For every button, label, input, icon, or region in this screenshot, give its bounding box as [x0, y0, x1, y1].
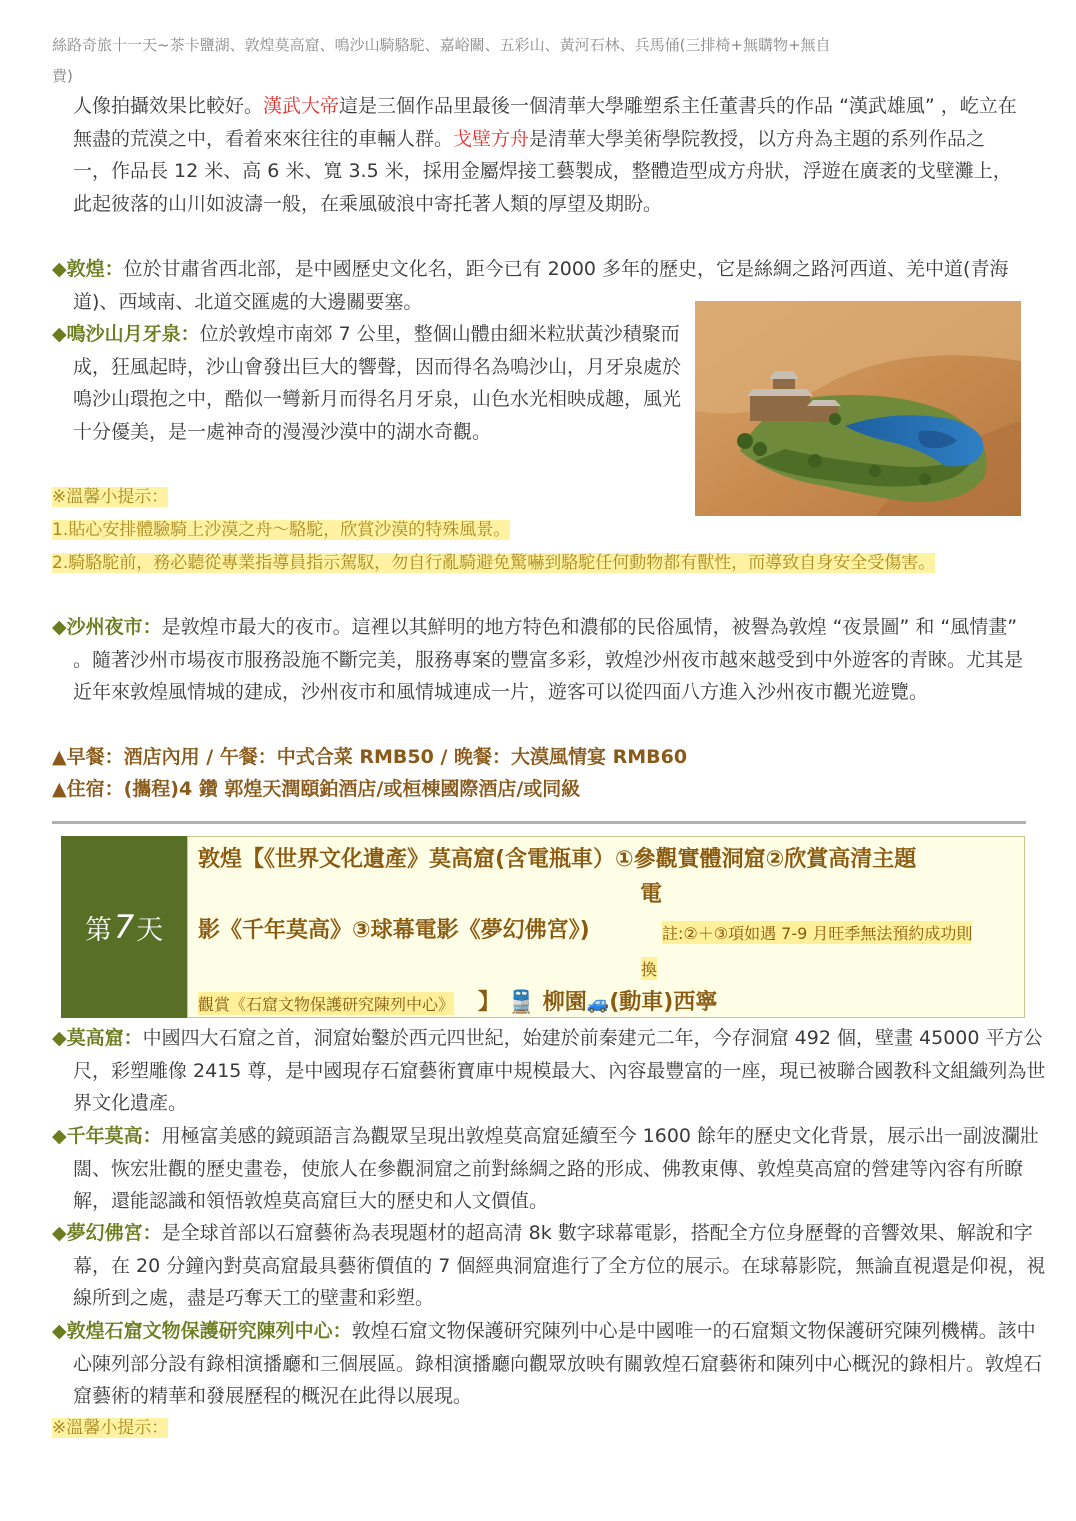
tip-2: 2.騎駱駝前，務必聽從專業指導員指示駕馭，勿自行亂騎避免驚嚇到駱駝任何動物都有獸性，而導致自身安全受傷害。	[52, 553, 936, 573]
intro-text-2: 這是三個作品里最後一個清華大學雕塑系主任董書兵的作品 “漢武雄風” ，屹立在無盡的荒漠之中，看着來來往往的車輛人群。	[73, 95, 1017, 150]
baohu-text: 敦煌石窟文物保護研究陳列中心是中國唯一的石窟類文物保護研究陳列機構。該中心陳列部分設有錄相演播廳和三個展區。錄相演播廳向觀眾放映有關敦煌石窟藝術和陳列中心概況的錄相片。敦煌石窟藝術的精華和發展歷程的概況在此得以展現。	[73, 1320, 1043, 1407]
menghuan-term: ◆夢幻佛宮：	[52, 1222, 162, 1244]
qiannian-text: 用極富美感的鏡頭語言為觀眾呈現出敦煌莫高窟延續至今 1600 餘年的歷史文化背景，展示出一副波瀾壯闊、恢宏壯觀的歷史畫卷，使旅人在參觀洞窟之前對絲綢之路的形成、佛教東傳、敦煌莫高窟的營建等內容有所瞭解，還能認識和領悟敦煌莫高窟巨大的歷史和人文價值。	[73, 1125, 1040, 1212]
qiannian-term: ◆千年莫高：	[52, 1125, 162, 1147]
shazhou-paragraph	[52, 611, 1025, 709]
intro-text-3: 是清華大學美術學院教授，以方舟為主題的系列作品之一，作品長 12 米、高 6 米、寬 3.5 米，採用金屬焊接工藝製成，整體造型成方舟狀，浮遊在廣袤的戈壁灘上，此起彼落的山川如波濤一般，在乘風破浪中寄托著人類的厚望及期盼。	[73, 127, 1012, 215]
crescent-lake-photo	[695, 301, 1021, 516]
itinerary-note-1b: 換	[641, 957, 657, 980]
menghuan-paragraph	[52, 1217, 1047, 1315]
itinerary-line-1: 敦煌【《世界文化遺產》莫高窟(含電瓶車）①參觀實體洞窟②欣賞高清主題	[198, 847, 917, 872]
mogao-term: ◆莫高窟：	[52, 1027, 143, 1049]
day-label: 第 7 天	[61, 836, 187, 1018]
train-icon: 🚆	[507, 990, 536, 1015]
tip-1: 1.貼心安排體驗騎上沙漠之舟～駱駝，欣賞沙漠的特殊風景。	[52, 520, 511, 540]
mingsha-text: 位於敦煌市南郊 7 公里，整個山體由細米粒狀黃沙積聚而成，狂風起時，沙山會發出巨大的響聲，因而得名為鳴沙山，月牙泉處於鳴沙山環抱之中，酷似一彎新月而得名月牙泉，山色水光相映成趣，風光十分優美，是一處神奇的漫漫沙漠中的湖水奇觀。	[73, 323, 682, 443]
section-divider	[52, 821, 1026, 824]
itinerary-line-3: 】 🚆 柳園🚙(動車)西寧	[478, 990, 718, 1015]
baohu-term: ◆敦煌石窟文物保護研究陳列中心：	[52, 1320, 352, 1342]
mogao-paragraph	[52, 1022, 1047, 1120]
highlight-gobi-ark: 戈壁方舟	[453, 127, 530, 150]
dunhuang-text: 位於甘肅省西北部，是中國歷史文化名，距今已有 2000 多年的歷史，它是絲綢之路河西道、羌中道(青海道)、西域南、北道交匯處的大邊關要塞。	[73, 258, 1009, 313]
intro-paragraph	[73, 90, 1023, 220]
itinerary-line-2: 影《千年莫高》③球幕電影《夢幻佛宮》)	[198, 918, 590, 943]
tips-1-title: ※溫馨小提示：	[52, 487, 169, 507]
dunhuang-term: ◆敦煌：	[52, 258, 124, 280]
itinerary-note-1: 註:②＋③項如遇 7-9 月旺季無法預約成功則	[662, 921, 972, 944]
header-line-2: 費)	[52, 67, 73, 85]
shazhou-text: 是敦煌市最大的夜市。這裡以其鮮明的地方特色和濃郁的民俗風情，被譽為敦煌 “夜景圖” 和 “風情畫” 。隨著沙州市場夜市服務設施不斷完美，服務專案的豐富多彩，敦煌沙州夜市越來越受到中外遊客的青睞。尤其是近年來敦煌風情城的建成，沙州夜市和風情城連成一片，遊客可以從四面八方進入沙州夜市觀光遊覽。	[73, 616, 1024, 703]
itinerary-note-2: 觀賞《石窟文物保護研究陳列中心》	[198, 992, 454, 1015]
car-icon: 🚙	[586, 993, 610, 1014]
day-itinerary-box	[187, 836, 1025, 1018]
day-number: 7	[113, 908, 135, 946]
menghuan-text: 是全球首部以石窟藝術為表現題材的超高清 8k 數字球幕電影，搭配全方位身歷聲的音響效果、解說和字幕，在 20 分鐘內對莫高窟最具藝術價值的 7 個經典洞窟進行了全方位的展示。在球幕影院，無論直視還是仰視，視線所到之處，盡是巧奪天工的壁畫和彩塑。	[73, 1222, 1046, 1309]
highlight-hanwu: 漢武大帝	[263, 95, 340, 117]
itinerary-line-1b: 電	[640, 882, 663, 907]
baohu-paragraph	[52, 1315, 1047, 1413]
document-header	[52, 30, 1012, 92]
shazhou-term: ◆沙州夜市：	[52, 616, 162, 638]
qiannian-paragraph	[52, 1120, 1047, 1218]
intro-text-1: 人像拍攝效果比較好。	[73, 95, 264, 117]
meals-line: ▲早餐：酒店內用 / 午餐：中式合菜 RMB50 / 晚餐：大漠風情宴 RMB60	[52, 746, 688, 768]
mogao-text: 中國四大石窟之首，洞窟始鑿於西元四世紀，始建於前秦建元二年，今存洞窟 492 個，壁畫 45000 平方公尺，彩塑雕像 2415 尊，是中國現存石窟藝術寶庫中規模最大、內容最豐富的一座，現已被聯合國教科文組織列為世界文化遺產。	[73, 1027, 1046, 1114]
mingsha-paragraph	[52, 318, 685, 448]
lodging-line: ▲住宿：(攜程)4 鑽 郭煌天潤頤鉑酒店/或桓棟國際酒店/或同級	[52, 778, 581, 800]
tips-2-title: ※溫馨小提示：	[52, 1418, 169, 1438]
header-line-1: 絲路奇旅十一天~茶卡鹽湖、敦煌莫高窟、鳴沙山騎駱駝、嘉峪關、五彩山、黃河石林、兵馬俑(三排椅+無購物+無自	[52, 36, 831, 54]
mingsha-term: ◆鳴沙山月牙泉：	[52, 323, 200, 345]
